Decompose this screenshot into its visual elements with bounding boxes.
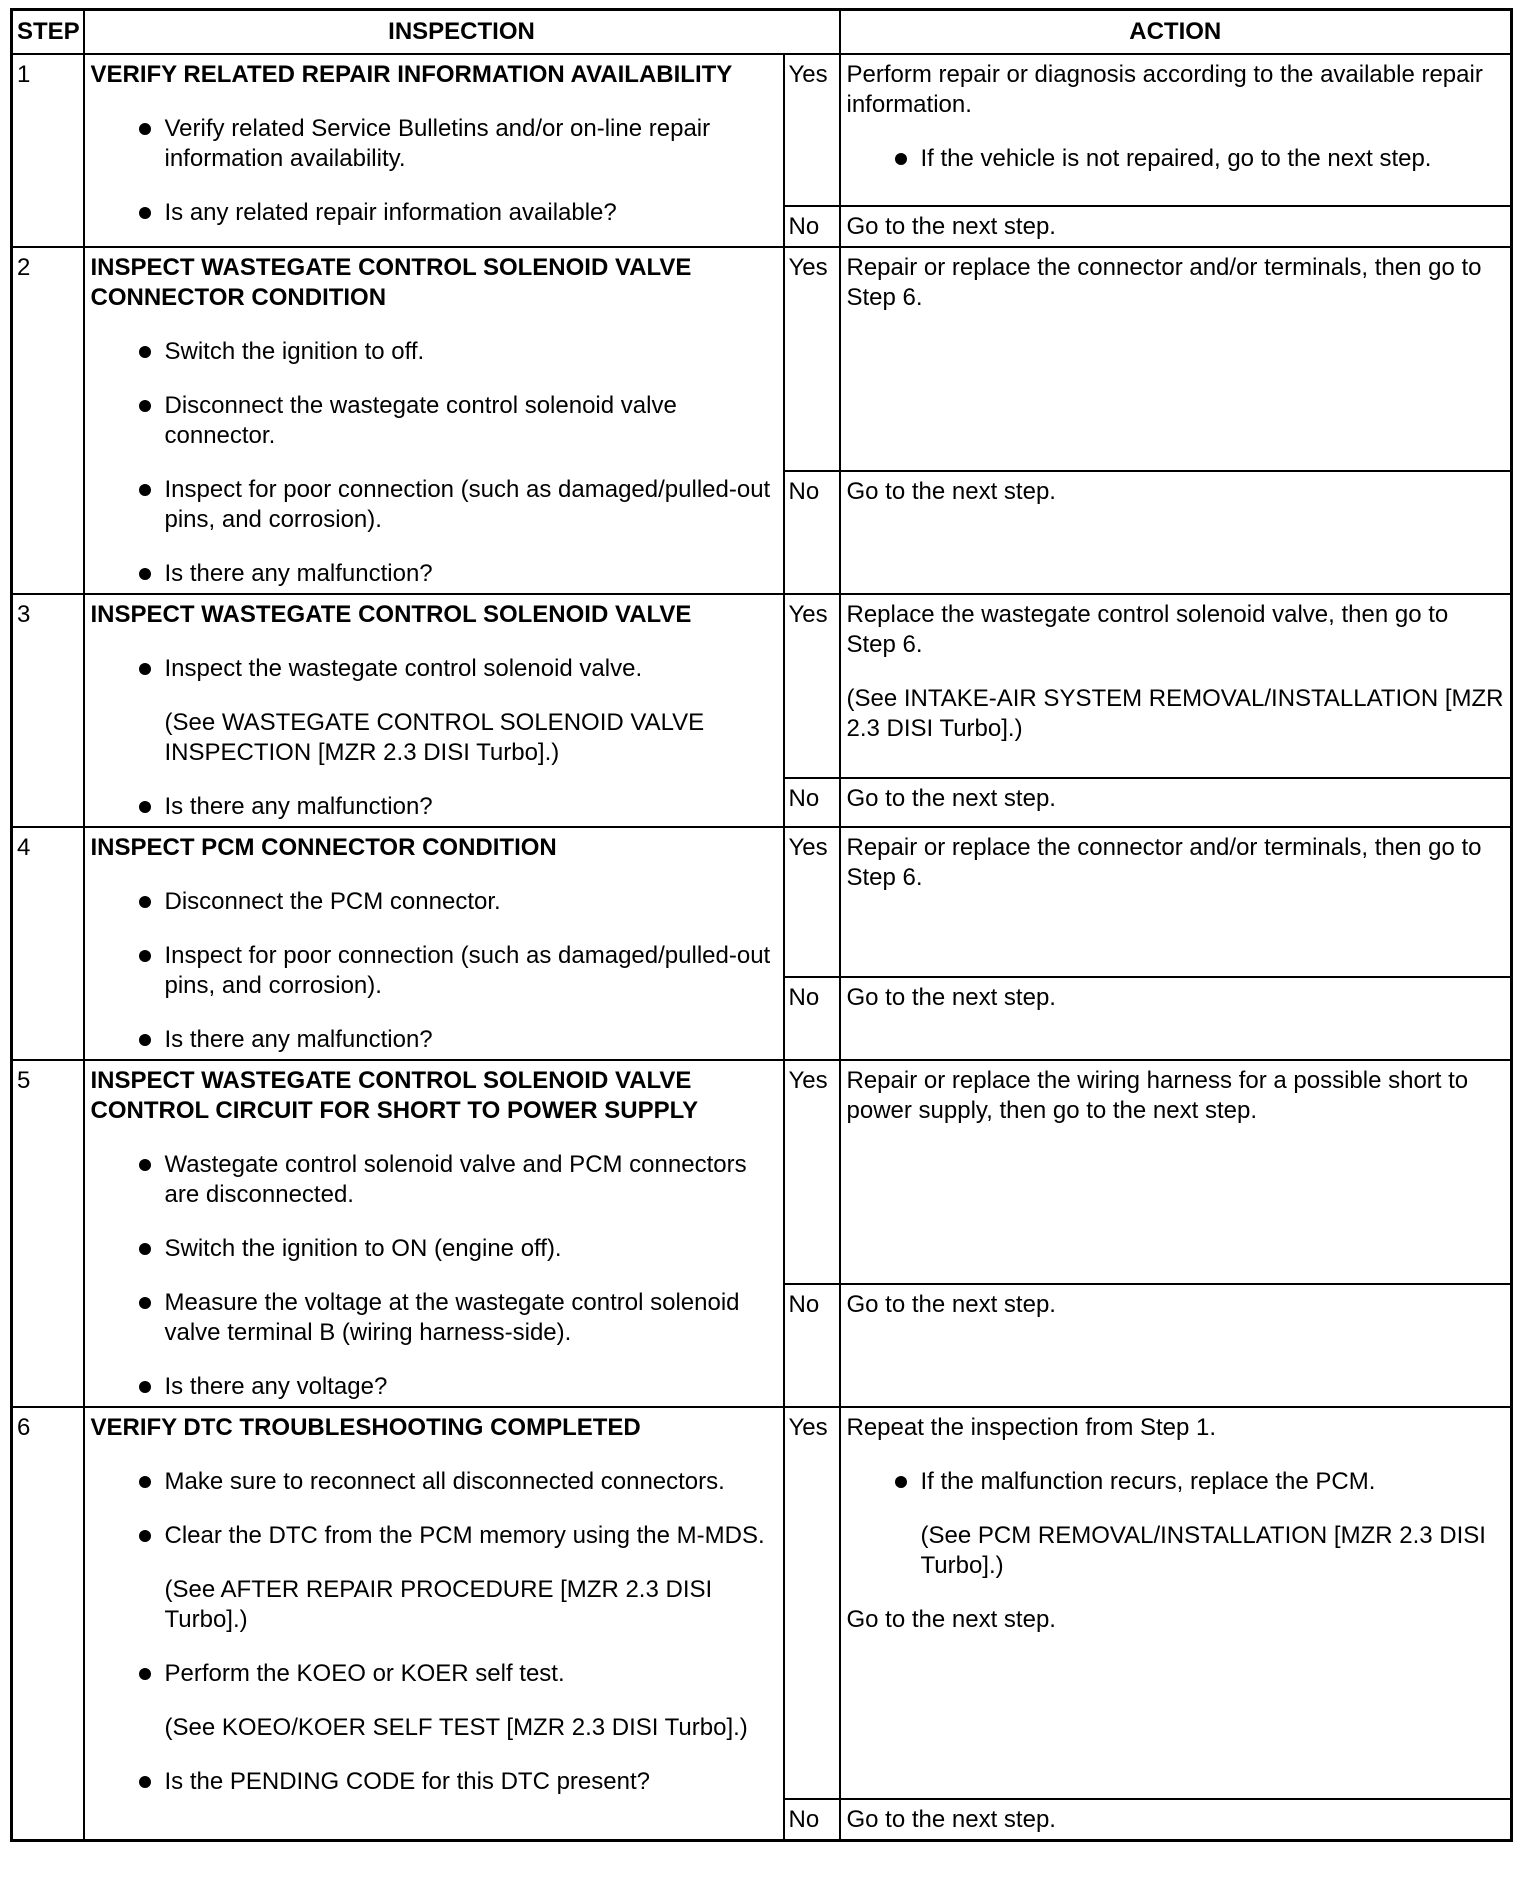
inspection-item: Inspect for poor connection (such as damaged/pulled-out pins, and corrosion). [91,941,777,1001]
inspection-item: Wastegate control solenoid valve and PCM connectors are disconnected. [91,1150,777,1210]
step-title: VERIFY DTC TROUBLESHOOTING COMPLETED [90,1414,641,1441]
yes-label: Yes [784,827,840,977]
diagnostic-table [10,8,1513,1842]
step-title: VERIFY RELATED REPAIR INFORMATION AVAILABILITY [90,61,733,88]
yes-label: Yes [784,54,840,206]
inspection-item: Is there any malfunction? [91,1025,777,1055]
step-title: INSPECT WASTEGATE CONTROL SOLENOID VALVE CONTROL CIRCUIT FOR SHORT TO POWER SUPPLY [90,1067,699,1124]
step-number: 5 [12,1060,84,1407]
inspection-item: Disconnect the wastegate control solenoid valve connector. [91,391,777,451]
yes-label: Yes [784,247,840,471]
step-1-inspection [84,54,784,247]
inspection-item: Is there any malfunction? [91,792,777,822]
inspection-item: Switch the ignition to ON (engine off). [91,1234,777,1264]
header-step: STEP [12,10,84,55]
no-action: Go to the next step. [840,471,1512,594]
no-label: No [784,977,840,1060]
yes-action [840,594,1512,778]
step-title: INSPECT WASTEGATE CONTROL SOLENOID VALVE [90,601,692,628]
inspection-item: Clear the DTC from the PCM memory using the M-MDS. [91,1521,777,1551]
step-5-inspection [84,1060,784,1407]
inspection-reference: (See KOEO/KOER SELF TEST [MZR 2.3 DISI Turbo].) [164,1714,748,1741]
inspection-item: Make sure to reconnect all disconnected connectors. [91,1467,777,1497]
header-action: ACTION [840,10,1512,55]
action-reference: (See PCM REMOVAL/INSTALLATION [MZR 2.3 DISI Turbo].) [920,1522,1486,1579]
header-inspection: INSPECTION [84,10,840,55]
no-label: No [784,1799,840,1841]
no-label: No [784,1284,840,1407]
inspection-reference: (See AFTER REPAIR PROCEDURE [MZR 2.3 DISI Turbo].) [164,1576,713,1633]
yes-label: Yes [784,1407,840,1799]
inspection-item: Perform the KOEO or KOER self test. [91,1659,777,1689]
action-bullet: If the vehicle is not repaired, go to the next step. [847,144,1505,174]
yes-action [840,1407,1512,1799]
inspection-item: Is any related repair information available? [91,198,777,228]
action-text: Repeat the inspection from Step 1. [846,1414,1217,1441]
step-number: 1 [12,54,84,247]
step-3-inspection [84,594,784,827]
inspection-item: Is the PENDING CODE for this DTC present? [91,1767,777,1797]
no-action: Go to the next step. [840,778,1512,827]
step-title: INSPECT PCM CONNECTOR CONDITION [90,834,557,861]
step-3-yes-row [12,594,1512,778]
inspection-reference: (See WASTEGATE CONTROL SOLENOID VALVE INSPECTION [MZR 2.3 DISI Turbo].) [164,709,705,766]
step-number: 2 [12,247,84,594]
action-reference: (See INTAKE-AIR SYSTEM REMOVAL/INSTALLATION [MZR 2.3 DISI Turbo].) [846,685,1504,742]
yes-action: Repair or replace the connector and/or terminals, then go to Step 6. [840,827,1512,977]
yes-label: Yes [784,1060,840,1284]
step-5-yes-row [12,1060,1512,1284]
inspection-item: Measure the voltage at the wastegate control solenoid valve terminal B (wiring harness-side). [91,1288,777,1348]
inspection-item: Is there any malfunction? [91,559,777,589]
action-bullet: If the malfunction recurs, replace the PCM. [847,1467,1505,1497]
no-action: Go to the next step. [840,206,1512,247]
step-title: INSPECT WASTEGATE CONTROL SOLENOID VALVE CONNECTOR CONDITION [90,254,692,311]
inspection-item: Inspect the wastegate control solenoid valve. [91,654,777,684]
step-4-inspection [84,827,784,1060]
step-1-yes-row [12,54,1512,206]
table-header-row [12,10,1512,55]
action-text: Go to the next step. [846,1606,1056,1633]
no-action: Go to the next step. [840,977,1512,1060]
no-label: No [784,206,840,247]
inspection-item: Inspect for poor connection (such as damaged/pulled-out pins, and corrosion). [91,475,777,535]
inspection-item: Disconnect the PCM connector. [91,887,777,917]
inspection-item: Verify related Service Bulletins and/or on-line repair information availability. [91,114,777,174]
step-number: 3 [12,594,84,827]
inspection-item: Is there any voltage? [91,1372,777,1402]
yes-action [840,54,1512,206]
diagnostic-procedure-page [10,8,1510,1872]
inspection-item: Switch the ignition to off. [91,337,777,367]
no-action: Go to the next step. [840,1799,1512,1841]
yes-action: Repair or replace the connector and/or terminals, then go to Step 6. [840,247,1512,471]
step-number: 6 [12,1407,84,1841]
no-label: No [784,471,840,594]
step-4-yes-row [12,827,1512,977]
step-2-yes-row [12,247,1512,471]
yes-action: Repair or replace the wiring harness for a possible short to power supply, then go to the next step. [840,1060,1512,1284]
step-6-inspection [84,1407,784,1841]
step-number: 4 [12,827,84,1060]
no-action: Go to the next step. [840,1284,1512,1407]
step-2-inspection [84,247,784,594]
step-6-yes-row [12,1407,1512,1799]
yes-label: Yes [784,594,840,778]
action-text: Perform repair or diagnosis according to the available repair information. [846,61,1483,118]
action-text: Replace the wastegate control solenoid valve, then go to Step 6. [846,601,1449,658]
no-label: No [784,778,840,827]
